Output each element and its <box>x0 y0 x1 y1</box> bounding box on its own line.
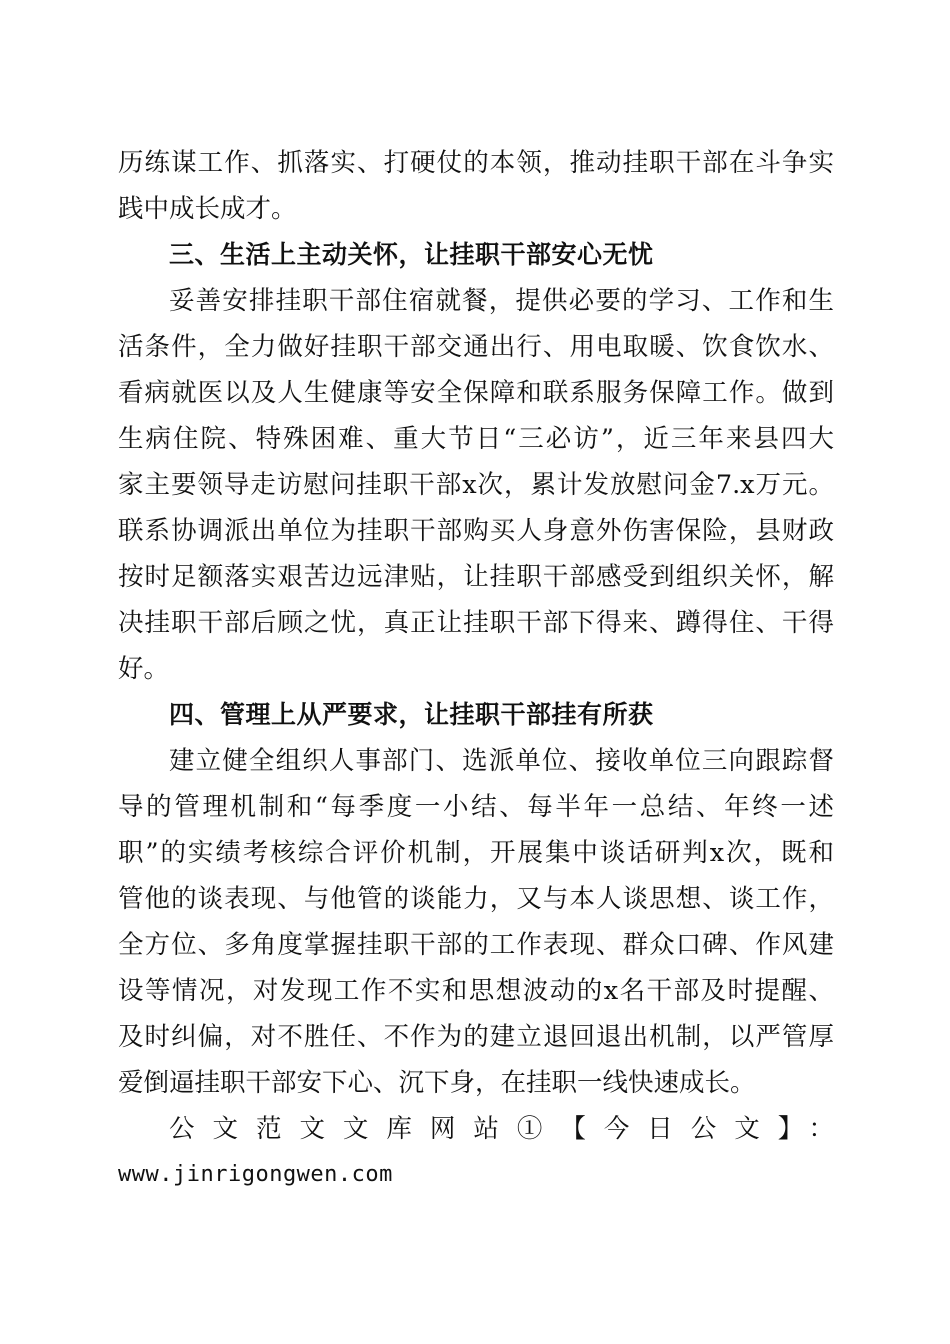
section-heading: 三、生活上主动关怀，让挂职干部安心无忧 <box>169 240 654 269</box>
paragraph-line: 决挂职干部后顾之忧，真正让挂职干部下得来、蹲得住、干得 <box>118 608 834 638</box>
paragraph-line: 家主要领导走访慰问挂职干部x次，累计发放慰问金7.x万元。 <box>118 470 834 500</box>
paragraph-line: 全方位、多角度掌握挂职干部的工作表现、群众口碑、作风建 <box>118 930 834 960</box>
footer-url-link[interactable]: www.jinrigongwen.com <box>118 1162 393 1187</box>
paragraph-line: 管他的谈表现、与他管的谈能力，又与本人谈思想、谈工作， <box>118 884 834 914</box>
paragraph-line: 按时足额落实艰苦边远津贴，让挂职干部感受到组织关怀，解 <box>118 562 834 592</box>
paragraph-line: 联系协调派出单位为挂职干部购买人身意外伤害保险，县财政 <box>118 516 834 546</box>
paragraph-line: 职”的实绩考核综合评价机制，开展集中谈话研判x次，既和 <box>118 838 834 868</box>
paragraph-line: 好。 <box>118 654 170 684</box>
paragraph-line: 及时纠偏，对不胜任、不作为的建立退回退出机制，以严管厚 <box>118 1022 834 1052</box>
footer-source: 公文范文文库网站①【今日公文】： <box>169 1114 834 1144</box>
paragraph-line: 妥善安排挂职干部住宿就餐，提供必要的学习、工作和生 <box>169 286 834 316</box>
paragraph-line: 践中成长成才。 <box>118 194 297 224</box>
section-heading: 四、管理上从严要求，让挂职干部挂有所获 <box>169 700 654 729</box>
paragraph-line: 导的管理机制和“每季度一小结、每半年一总结、年终一述 <box>118 792 834 822</box>
paragraph-line: 历练谋工作、抓落实、打硬仗的本领，推动挂职干部在斗争实 <box>118 148 834 178</box>
paragraph-line: 生病住院、特殊困难、重大节日“三必访”，近三年来县四大 <box>118 424 834 454</box>
paragraph-line: 爱倒逼挂职干部安下心、沉下身，在挂职一线快速成长。 <box>118 1068 756 1098</box>
document-page <box>118 140 834 1198</box>
paragraph-line: 建立健全组织人事部门、选派单位、接收单位三向跟踪督 <box>169 746 834 776</box>
paragraph-line: 看病就医以及人生健康等安全保障和联系服务保障工作。做到 <box>118 378 834 408</box>
paragraph-line: 活条件，全力做好挂职干部交通出行、用电取暖、饮食饮水、 <box>118 332 834 362</box>
paragraph-line: 设等情况，对发现工作不实和思想波动的x名干部及时提醒、 <box>118 976 834 1006</box>
